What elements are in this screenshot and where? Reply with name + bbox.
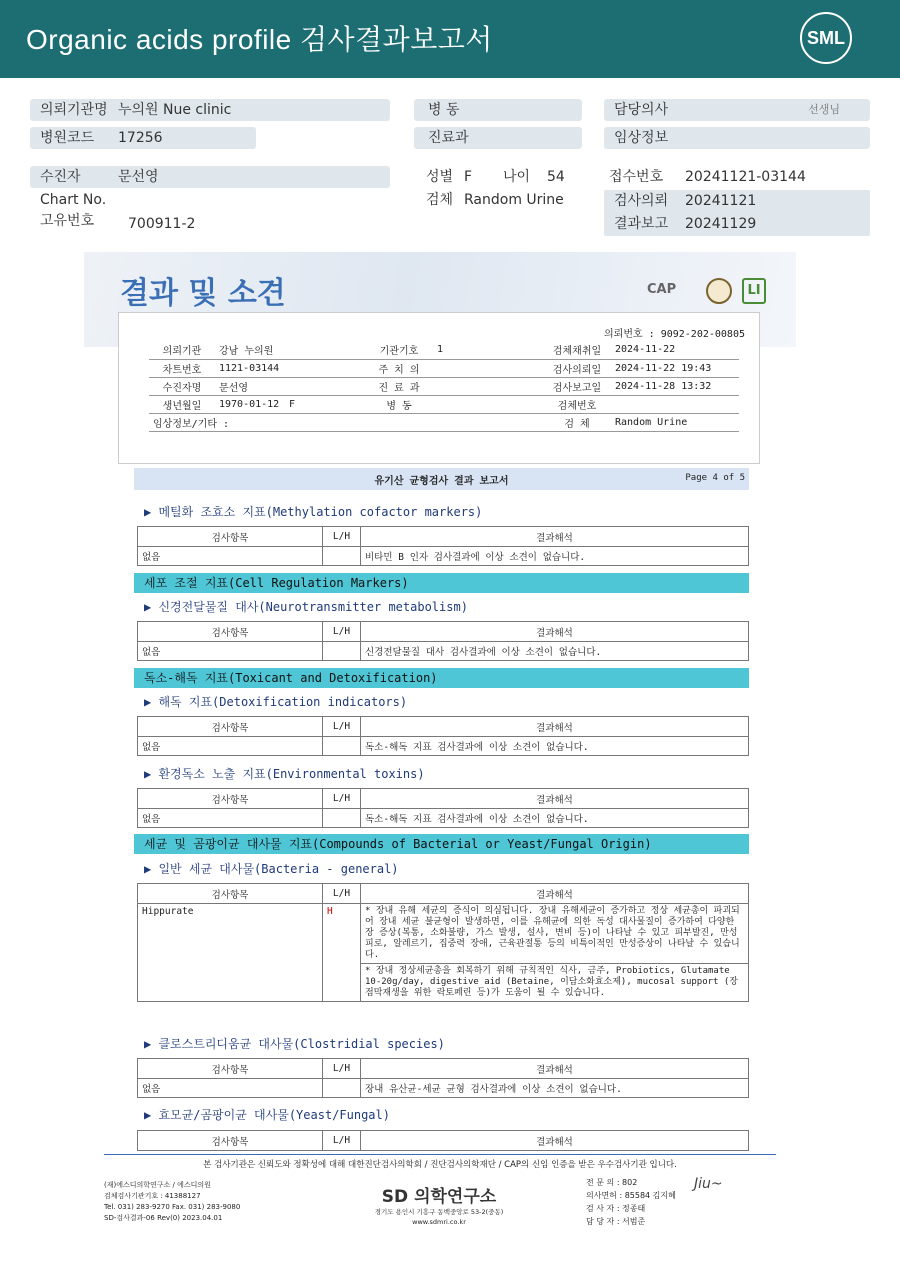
bar-toxicant: 독소-해독 지표(Toxicant and Detoxification) — [134, 668, 749, 688]
table-row: 생년월일 1970-01-12 F 병 동 검체번호 — [149, 395, 739, 413]
sml-logo: SML — [800, 12, 852, 64]
table-row: 의뢰기관 강남 누의원 기관기호 1 검체채취일 2024-11-22 — [149, 341, 739, 359]
table-row: 없음 장내 유산균-세균 균형 검사결과에 이상 소견이 없습니다. — [138, 1079, 749, 1098]
client-field: 의뢰기관명 누의원 Nue clinic — [30, 99, 390, 121]
sd-brand: SD 의학연구소 경기도 용인시 기흥구 동백중앙로 53-2(중동) www.sdmri.co.kr — [374, 1182, 504, 1227]
accreditation-note: 본 검사기관은 신뢰도와 정확성에 대해 대한진단검사의학회 / 진단검사의학재단 / CAP의 신임 인증을 받은 우수검사기관 입니다. — [203, 1160, 677, 1170]
uid-label: 고유번호 — [40, 213, 95, 229]
table-row: 임상정보/기타 : 검 체 Random Urine — [149, 413, 739, 431]
sex-value: F — [464, 169, 473, 185]
doctor-field: 담당의사 선생님 — [604, 99, 870, 121]
table-row: 없음 독소-해독 지표 검사결과에 이상 소견이 없습니다. — [138, 737, 749, 756]
lab-contact: (재)에스디의학연구소 / 에스디의원 검체검사기관기호 : 41388127 Tel. 031) 283-9270 Fax. 031) 283-9080 SD-검사결과-06 Rev(0) 2023.04.01 — [104, 1181, 241, 1222]
specimen-info-table — [149, 341, 739, 432]
table-row: 없음 신경전달물질 대사 검사결과에 이상 소견이 없습니다. — [138, 642, 749, 661]
dates-field: 검사의뢰 20241121 결과보고 20241129 — [604, 190, 870, 236]
section-bacteria: ▶ 일반 세균 대사물(Bacteria - general) — [144, 862, 399, 876]
clinical-info-field: 임상정보 — [604, 127, 870, 149]
section-yeast: ▶ 효모균/곰팡이균 대사물(Yeast/Fungal) — [144, 1108, 390, 1122]
specimen-info-box — [118, 312, 760, 464]
certification-logos — [647, 276, 772, 308]
bar-cell-regulation: 세포 조절 지표(Cell Regulation Markers) — [134, 573, 749, 593]
section-env-toxins: ▶ 환경독소 노출 지표(Environmental toxins) — [144, 767, 425, 781]
result-report-image — [84, 252, 796, 1157]
receipt-label: 접수번호 — [609, 169, 664, 185]
report-banner — [134, 468, 749, 490]
chart-no-label: Chart No. — [40, 192, 107, 208]
sd-logo: SD 의학연구소 — [381, 1187, 497, 1207]
report-title: Organic acids profile 검사결과보고서 — [26, 24, 493, 55]
lab-logo: LI — [742, 278, 766, 304]
section-neuro: ▶ 신경전달물질 대사(Neurotransmitter metabolism) — [144, 600, 468, 614]
bar-bacterial: 세균 및 곰팡이균 대사물 지표(Compounds of Bacterial or Yeast/Fungal Origin) — [134, 834, 749, 854]
request-number: 의뢰번호 : 9092-202-00805 — [604, 329, 745, 340]
age-label: 나이 — [503, 169, 531, 185]
report-sheet-title: 유기산 균형검사 결과 보고서 — [374, 476, 509, 487]
table-row: 없음 비타민 B 인자 검사결과에 이상 소견이 없습니다. — [138, 547, 749, 566]
page-indicator: Page 4 of 5 — [685, 473, 745, 483]
section-methylation: ▶ 메틸화 조효소 지표(Methylation cofactor markers) — [144, 505, 483, 519]
section-detox: ▶ 해독 지표(Detoxification indicators) — [144, 695, 408, 709]
table-row: 차트번호 1121-03144 주 치 의 검사의뢰일 2024-11-22 19:43 — [149, 359, 739, 377]
report-header — [0, 0, 900, 78]
clostridia-table: 검사항목 L/H 결과해석 없음 장내 유산균-세균 균형 검사결과에 이상 소견이 없습니다. — [137, 1058, 749, 1098]
hospital-code-field: 병원코드 17256 — [30, 127, 256, 149]
table-row: 수진자명 문선영 진 료 과 검사보고일 2024-11-28 13:32 — [149, 377, 739, 395]
cap-logo: CAP — [647, 282, 677, 297]
section-clostridia: ▶ 클로스트리디움균 대사물(Clostridial species) — [144, 1037, 445, 1051]
result-heading: 결과 및 소견 — [120, 276, 286, 311]
specimen-value: Random Urine — [464, 192, 564, 208]
dept-field: 진료과 — [414, 127, 582, 149]
neuro-table: 검사항목 L/H 결과해석 없음 신경전달물질 대사 검사결과에 이상 소견이 없습니다. — [137, 621, 749, 661]
high-flag: H — [323, 904, 361, 1002]
detox-table: 검사항목 L/H 결과해석 없음 독소-해독 지표 검사결과에 이상 소견이 없습니다. — [137, 716, 749, 756]
ward-field: 병 동 — [414, 99, 582, 121]
bacteria-table: 검사항목 L/H 결과해석 Hippurate H * 장내 유해 세균의 증식이 의심됩니다. 장내 유해세균이 증가하고 정상 세균총이 파괴되어 장내 세균 불균형이 발생하면, 이를 유해균에 의한 독성 대사물질이 증가하여 다양한 장 증상(복통, 소화불량, 가스 발생, 설사, 변비 등)이 나타날 수 있고 피부발진, 만성피로, 알레르기, 집중력 장애, 근육관절통 등의 비특이적인 만성증상이 나타날 수 있습니다. * 장내 정상세균총을 회복하기 위해 규칙적인 식사, 금주, Probiotics, Glutamate 10-20g/day, digestive aid (Betaine, 이담소화효소제), mucosal support (장점막재생을 위한 락토페린 등)가 도움이 될 수 있습니다. — [137, 883, 749, 1002]
yeast-table: 검사항목 L/H 결과해석 — [137, 1130, 749, 1151]
uid-value: 700911-2 — [128, 216, 196, 232]
seal-icon — [706, 278, 732, 304]
table-row: 없음 독소-해독 지표 검사결과에 이상 소견이 없습니다. — [138, 809, 749, 828]
receipt-value: 20241121-03144 — [685, 169, 806, 185]
sex-label: 성별 — [426, 169, 454, 185]
table-row: * 장내 정상세균총을 회복하기 위해 규칙적인 식사, 금주, Probiotics, Glutamate 10-20g/day, digestive aid (Betaine, 이담소화효소제), mucosal support (장점막재생을 위한 락토페린 등)가 도움이 될 수 있습니다. — [138, 964, 749, 1002]
age-value: 54 — [547, 169, 565, 185]
signature: Jiu~ — [694, 1176, 723, 1192]
methylation-table: 검사항목 L/H 결과해석 없음 비타민 B 인자 검사결과에 이상 소견이 없습니다. — [137, 526, 749, 566]
report-footer — [104, 1154, 776, 1234]
patient-name-field: 수진자 문선영 — [30, 166, 390, 188]
signatories: 전 문 의 : 802 의사면허 : 85584 김지혜 검 사 자 : 정종태 담 당 자 : 서범준 — [586, 1178, 676, 1226]
table-row: Hippurate H * 장내 유해 세균의 증식이 의심됩니다. 장내 유해세균이 증가하고 정상 세균총이 파괴되어 장내 세균 불균형이 발생하면, 이를 유해균에 의한 독성 대사물질이 증가하여 다양한 장 증상(복통, 소화불량, 가스 발생, 설사, 변비 등)이 나타날 수 있고 피부발진, 만성피로, 알레르기, 집중력 장애, 근육관절통 등의 비특이적인 만성증상이 나타날 수 있습니다. — [138, 904, 749, 964]
env-toxins-table: 검사항목 L/H 결과해석 없음 독소-해독 지표 검사결과에 이상 소견이 없습니다. — [137, 788, 749, 828]
specimen-label: 검체 — [426, 192, 454, 208]
